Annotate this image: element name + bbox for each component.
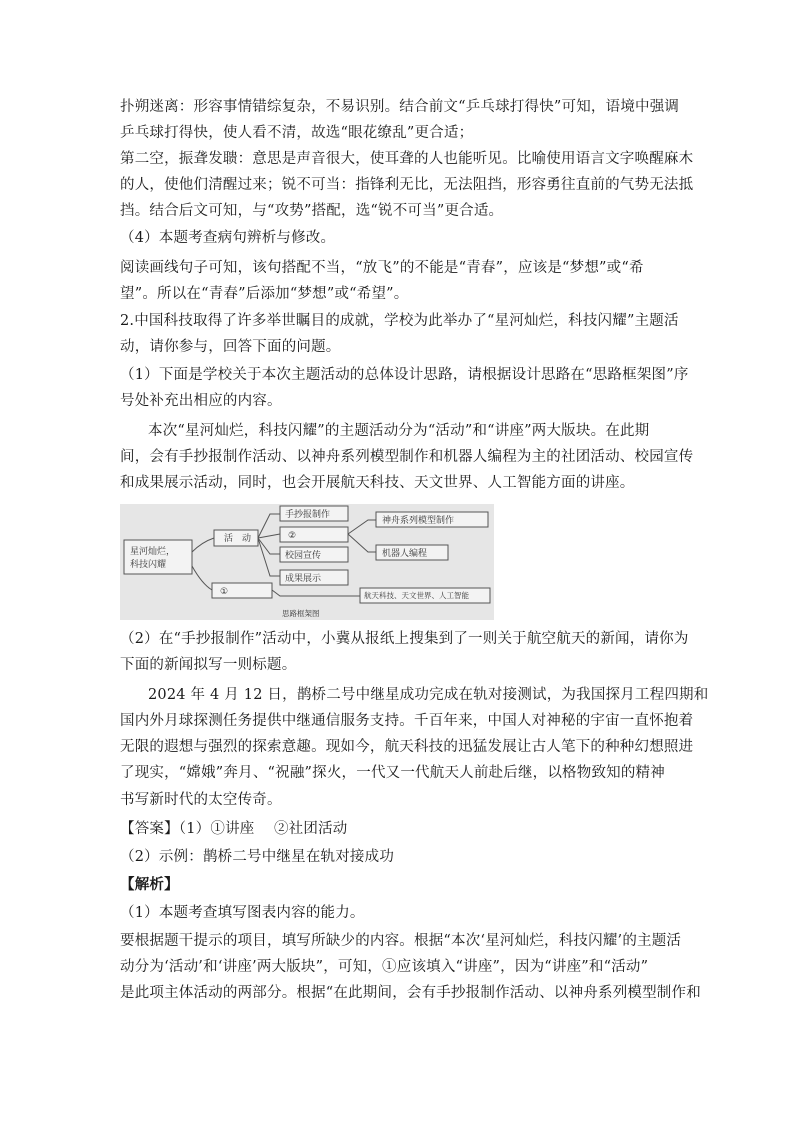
answer-line: 【答案】（1）①讲座 ②社团活动 bbox=[120, 821, 348, 837]
diagram-campus-label: 校园宣传 bbox=[285, 551, 322, 561]
text-line: 的人，使他们清醒过来；锐不可当：指锋利无比，无法阻挡，形容勇往直前的气势无法抵 bbox=[120, 177, 694, 193]
text-line: 间，会有手抄报制作活动、以神舟系列模型制作和机器人编程为主的社团活动、校园宣传 bbox=[120, 449, 694, 465]
diagram-connector bbox=[192, 538, 214, 552]
diagram-robot-label: 机器人编程 bbox=[382, 549, 428, 559]
diagram-connector bbox=[348, 520, 376, 534]
diagram-lectures-label: 航天科技、天文世界、人工智能 bbox=[364, 591, 469, 600]
framework-diagram bbox=[120, 504, 494, 620]
text-line: （1）本题考查填写图表内容的能力。 bbox=[120, 905, 365, 921]
diagram-connector bbox=[258, 538, 280, 576]
diagram-connector bbox=[192, 566, 212, 590]
text-line: 动分为‘活动’和‘讲座’两大版块”，可知，①应该填入“讲座”，因为“讲座”和“活动” bbox=[120, 959, 649, 975]
text-line: 了现实，“嫦娥”奔月、“祝融”探火，一代又一代航天人前赴后继，以格物致知的精神 bbox=[120, 765, 665, 781]
diagram-connector bbox=[258, 538, 280, 554]
diagram-root-label-2: 科技闪耀 bbox=[130, 560, 167, 570]
question-title: 2.中国科技取得了许多举世瞩目的成就，学校为此举办了“星河灿烂，科技闪耀”主题活 bbox=[120, 313, 679, 329]
text-line: 国内外月球探测任务提供中继通信服务支持。千百年来，中国人对神秘的宇宙一直怀抱着 bbox=[120, 713, 694, 729]
diagram-activity-label: 活 动 bbox=[224, 534, 252, 544]
diagram-blank2-label: ② bbox=[288, 531, 297, 541]
text-line: 扑朔迷离：形容事情错综复杂，不易识别。结合前文“乒乓球打得快”可知，语境中强调 bbox=[120, 99, 680, 115]
diagram-connector bbox=[272, 590, 360, 596]
text-line: 书写新时代的太空传奇。 bbox=[120, 792, 282, 808]
text-line: 挡。结合后文可知，与“攻势”搭配，选“锐不可当”更合适。 bbox=[120, 203, 504, 219]
analysis-heading: 【解析】 bbox=[120, 876, 179, 893]
diagram-connector bbox=[348, 534, 376, 552]
text-line: 阅读画线句子可知，该句搭配不当，“放飞”的不能是“青春”，应该是“梦想”或“希 bbox=[120, 260, 644, 276]
diagram-handcopy-label: 手抄报制作 bbox=[285, 510, 331, 520]
text-line: 本次“星河灿烂，科技闪耀”的主题活动分为“活动”和“讲座”两大版块。在此期 bbox=[148, 423, 650, 439]
text-line: 是此项主体活动的两部分。根据“在此期间，会有手抄报制作活动、以神舟系列模型制作和 bbox=[120, 985, 701, 1001]
text-line: 动，请你参与，回答下面的问题。 bbox=[120, 339, 341, 355]
diagram-connector bbox=[258, 534, 280, 538]
text-line: 望”。所以在“青春”后添加“梦想”或“希望”。 bbox=[120, 286, 409, 302]
text-line: （2）在“手抄报制作”活动中，小冀从报纸上搜集到了一则关于航空航天的新闻，请你为 bbox=[120, 631, 689, 647]
text-line: 下面的新闻拟写一则标题。 bbox=[120, 657, 297, 673]
diagram-results-label: 成果展示 bbox=[285, 574, 322, 584]
text-line: （4）本题考查病句辨析与修改。 bbox=[120, 230, 336, 246]
framework-diagram-svg bbox=[120, 504, 494, 620]
text-line: 号处补充出相应的内容。 bbox=[120, 393, 282, 409]
text-line: 和成果展示活动，同时，也会开展航天科技、天文世界、人工智能方面的讲座。 bbox=[120, 475, 635, 491]
text-line: （1）下面是学校关于本次主题活动的总体设计思路，请根据设计思路在“思路框架图”序 bbox=[120, 367, 689, 383]
diagram-caption: 思路框架图 bbox=[282, 609, 320, 618]
text-line: 无限的遐想与强烈的探索意趣。现如今，航天科技的迅猛发展让古人笔下的种种幻想照进 bbox=[120, 739, 694, 755]
text-line: 乒乓球打得快，使人看不清，故选“眼花缭乱”更合适； bbox=[120, 125, 474, 141]
text-line: 第二空，振聋发聩：意思是声音很大，使耳聋的人也能听见。比喻使用语言文字唤醒麻木 bbox=[120, 151, 694, 167]
diagram-shenzhou-label: 神舟系列模型制作 bbox=[382, 516, 455, 526]
diagram-blank1-label: ① bbox=[220, 587, 229, 597]
diagram-root-label: 星河灿烂， bbox=[130, 547, 176, 557]
text-line: 要根据题干提示的项目，填写所缺少的内容。根据“本次‘星河灿烂，科技闪耀’的主题活 bbox=[120, 933, 682, 949]
text-line: 2024 年 4 月 12 日，鹊桥二号中继星成功完成在轨对接测试，为我国探月工程四期和 bbox=[148, 687, 709, 703]
text-line: （2）示例：鹊桥二号中继星在轨对接成功 bbox=[120, 849, 395, 865]
